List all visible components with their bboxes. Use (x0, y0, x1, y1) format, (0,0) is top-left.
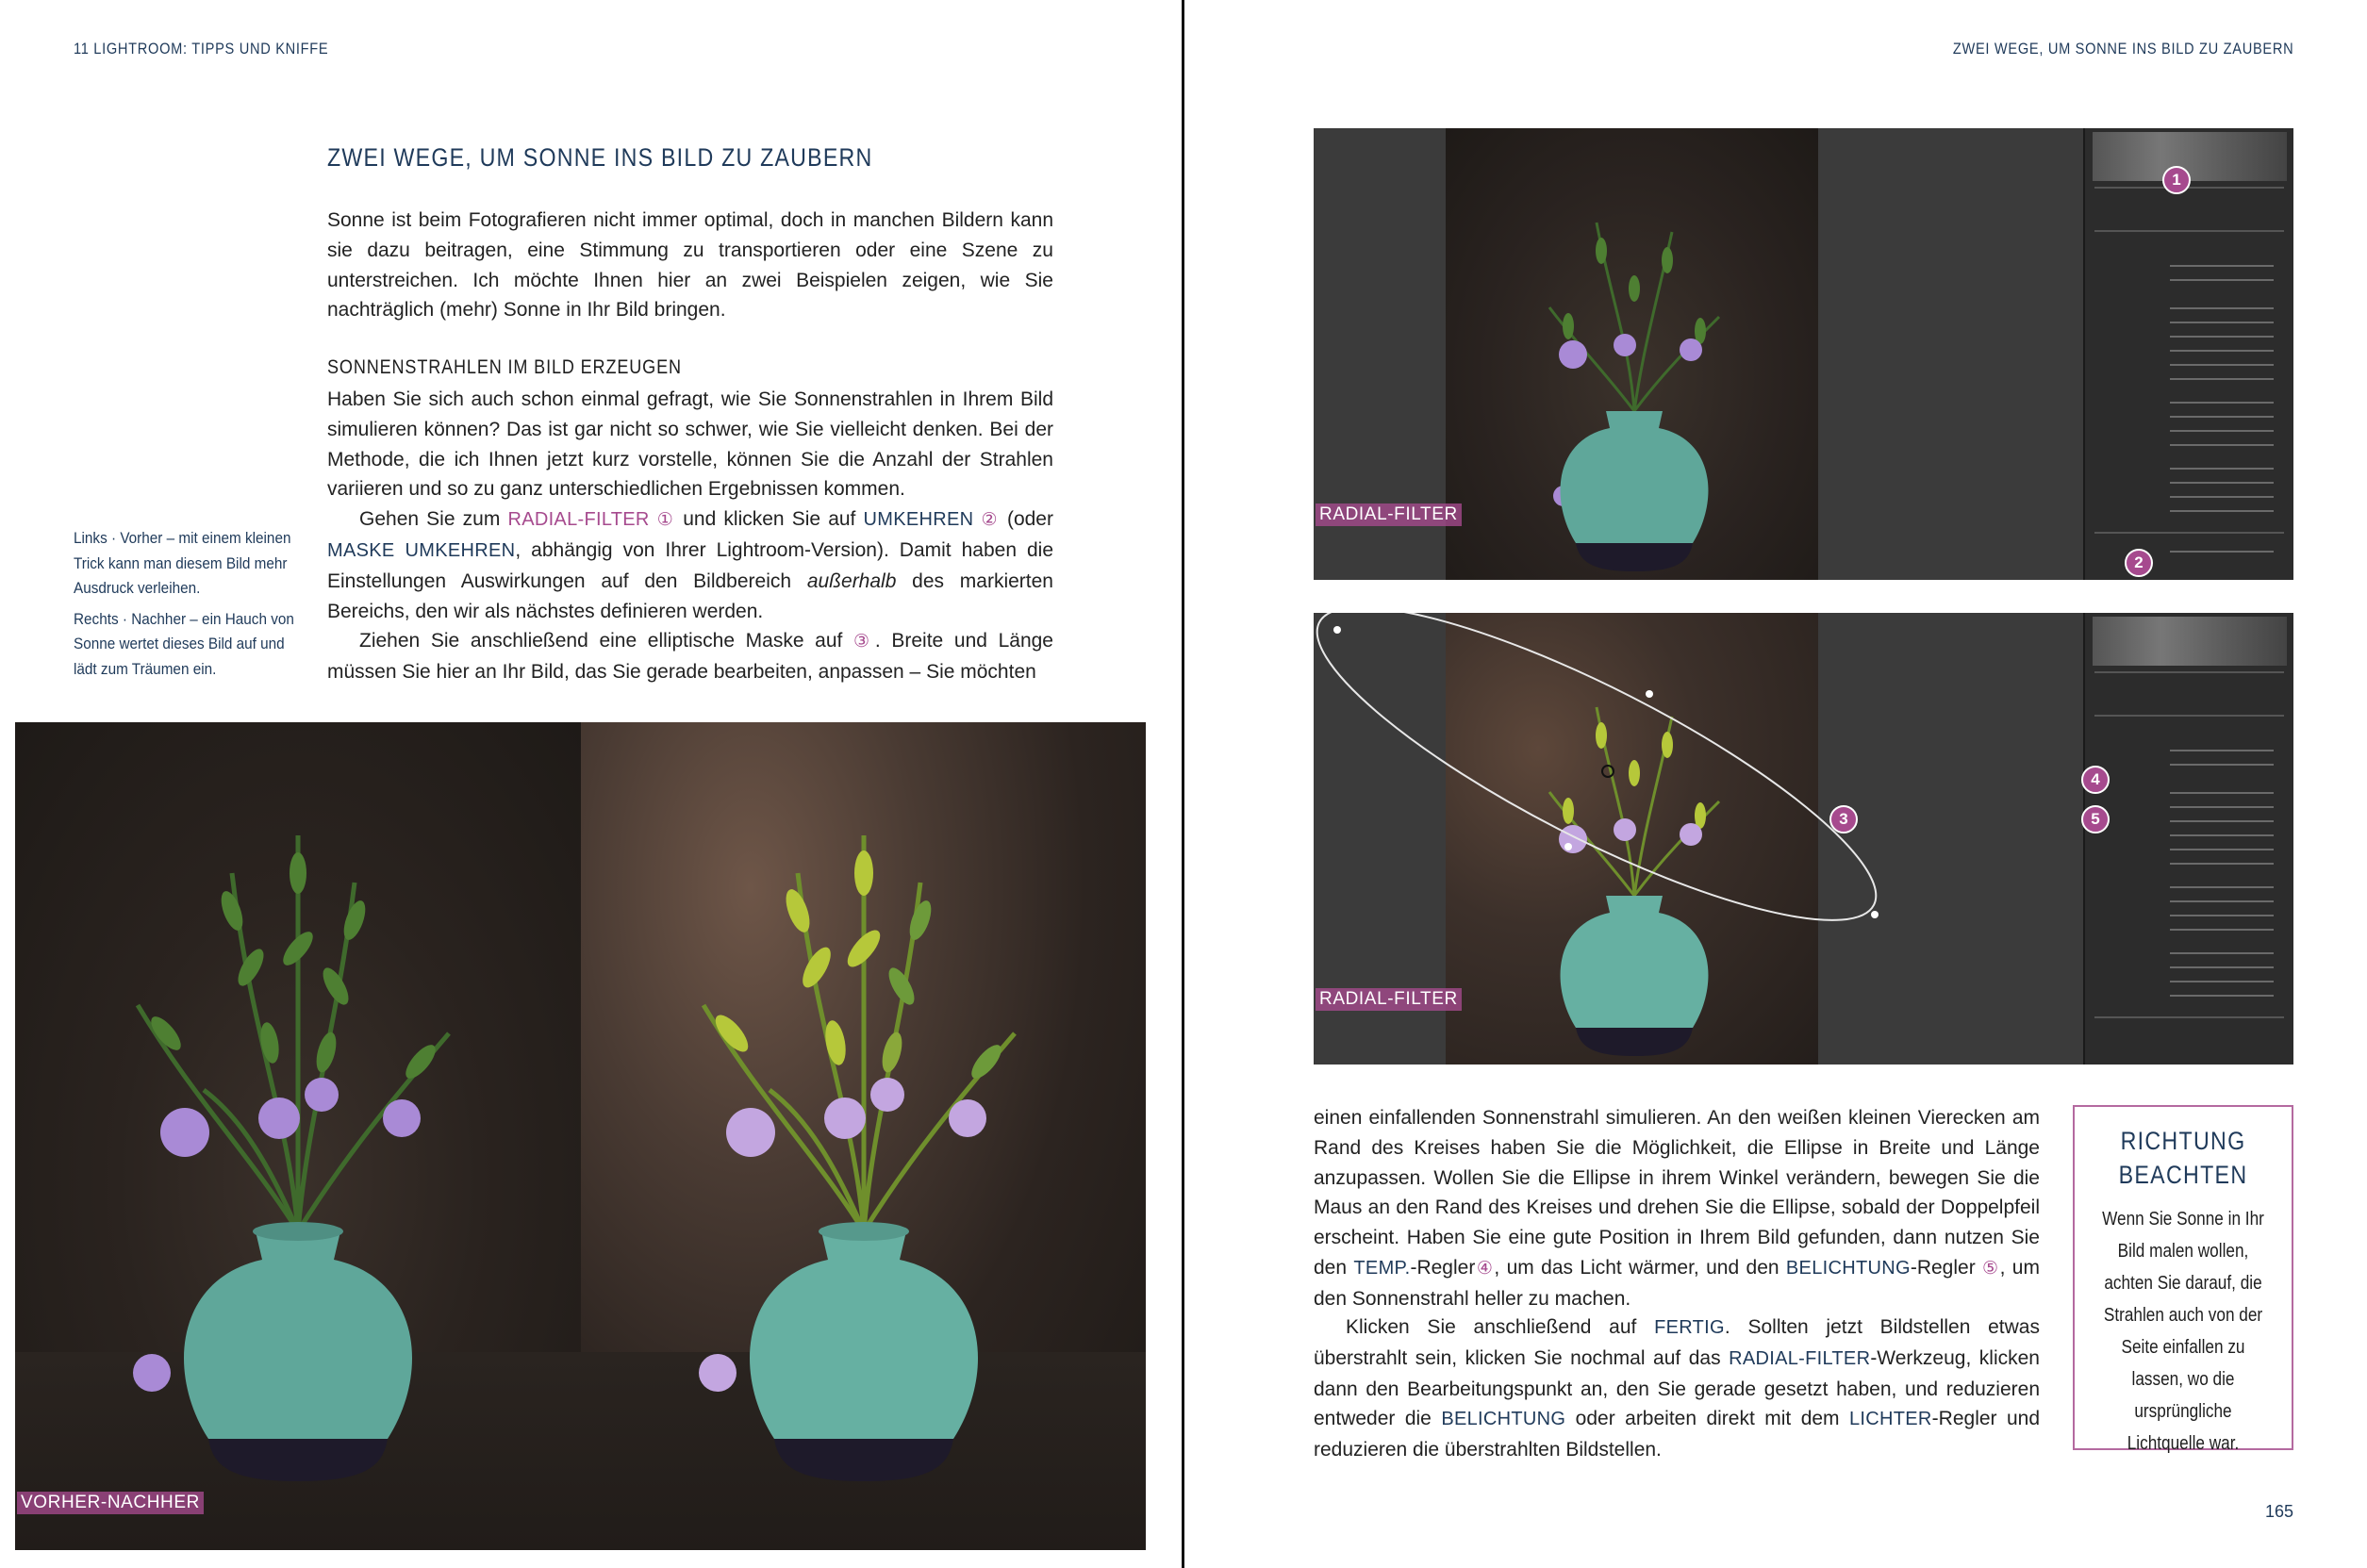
text-run: oder arbeiten direkt mit dem (1565, 1408, 1849, 1430)
whites-slider[interactable] (2170, 364, 2274, 366)
highlights-slider[interactable] (2170, 336, 2274, 338)
shadows-slider[interactable] (2170, 350, 2274, 352)
exposure-slider[interactable] (2170, 307, 2274, 309)
panel-divider (2094, 230, 2284, 232)
text-run: des markierten Bereichs, den wir als nächstes definieren werden. (327, 569, 1053, 622)
contrast-slider[interactable] (2170, 322, 2274, 323)
panel-divider (2094, 1016, 2284, 1018)
highlights-slider[interactable] (2170, 820, 2274, 822)
texture-slider[interactable] (2170, 402, 2274, 404)
noise-slider[interactable] (2170, 482, 2274, 484)
panel-divider (2094, 671, 2284, 673)
ref-number-5: ⑤ (1982, 1258, 2000, 1279)
saturation-slider[interactable] (2170, 929, 2274, 931)
keyword-radial-filter: RADIAL-FILTER (1729, 1347, 1871, 1369)
body-text-left (327, 385, 1053, 687)
after-photo (581, 722, 1146, 1550)
keyword-fertig: FERTIG (1654, 1317, 1725, 1338)
keyword-belichtung: BELICHTUNG (1441, 1409, 1566, 1430)
text-run: , abhängig von Ihrer Lightroom-Version). Damit haben die Einstellungen Auswirkungen auf den Bildbereich (327, 538, 1053, 592)
tint-slider[interactable] (2170, 279, 2274, 281)
texture-slider[interactable] (2170, 886, 2274, 888)
text-run: -Regler (1910, 1256, 1983, 1279)
sharpness-slider[interactable] (2170, 468, 2274, 470)
panel-divider (2094, 532, 2284, 534)
histogram (2093, 132, 2287, 181)
panel-divider (2094, 187, 2284, 189)
photo-caption (74, 526, 300, 687)
paragraph-5 (1314, 1312, 2040, 1465)
text-run: Klicken Sie anschließend auf (1346, 1316, 1655, 1338)
defringe-slider[interactable] (2170, 510, 2274, 512)
running-head-right: ZWEI WEGE, UM SONNE INS BILD ZU ZAUBERN (1952, 40, 2293, 58)
histogram (2093, 617, 2287, 666)
text-run: (oder (999, 508, 1053, 531)
keyword-lichter: LICHTER (1849, 1409, 1932, 1430)
dehaze-slider[interactable] (2170, 915, 2274, 916)
lightroom-screenshot-2 (1314, 613, 2293, 1065)
book-spine (1182, 0, 1184, 1568)
keyword-maske-umkehren: MASKE UMKEHREN (327, 539, 516, 561)
ellipse-handle (1871, 911, 1879, 918)
temp-slider[interactable] (2170, 265, 2274, 267)
body-text-right-1 (1314, 1103, 2040, 1314)
ellipse-handle (1564, 843, 1572, 850)
text-run: -Regler und reduzieren die überstrahlten Bildstellen. (1314, 1408, 2041, 1461)
tip-title: RICHTUNG BEACHTEN (2118, 1127, 2248, 1189)
text-run: , um das Licht wärmer, und den (1494, 1256, 1786, 1279)
keyword-umkehren: UMKEHREN (863, 509, 974, 531)
ref-number-4: ④ (1475, 1258, 1495, 1279)
text-run: -Regler (1410, 1256, 1476, 1279)
moire-slider[interactable] (2170, 496, 2274, 498)
ellipse-handle (1646, 690, 1653, 698)
running-head-left: 11 LIGHTROOM: TIPPS UND KNIFFE (74, 40, 329, 58)
dehaze-slider[interactable] (2170, 430, 2274, 432)
blacks-slider[interactable] (2170, 378, 2274, 380)
sharpness-slider[interactable] (2170, 952, 2274, 954)
whites-slider[interactable] (2170, 849, 2274, 850)
contrast-slider[interactable] (2170, 806, 2274, 808)
before-photo (15, 722, 581, 1550)
keyword-belichtung: BELICHTUNG (1785, 1257, 1911, 1279)
screenshot-label-radial-filter-2: RADIAL-FILTER (1316, 988, 1462, 1011)
vase (750, 1222, 978, 1481)
text-run: einen einfallenden Sonnenstrahl simulieren. An den weißen kleinen Vierecken am Rand des Kreises haben Sie die Möglichkeit, die Ellipse in Breite und Länge anzupassen. Wollen Sie die Ellipse in ihrem Winkel verändern, bewegen Sie die Maus an den Rand des Kreises und drehen Sie die Ellipse, sobald der Doppelpfeil erscheint. Haben Sie eine gute Position in Ihrem Bild gefunden, dann nutzen Sie den (1314, 1107, 2040, 1279)
lightroom-screenshot-1 (1314, 128, 2293, 580)
defringe-slider[interactable] (2170, 995, 2274, 997)
section-title: ZWEI WEGE, UM SONNE INS BILD ZU ZAUBERN (327, 143, 873, 172)
noise-slider[interactable] (2170, 966, 2274, 968)
moire-slider[interactable] (2170, 981, 2274, 982)
text-run: und klicken Sie auf (675, 508, 864, 531)
text-run: -Werkzeug, klicken dann den Bearbeitungspunkt an, den Sie gerade gesetzt haben, und reduzieren entweder die (1314, 1346, 2040, 1430)
paragraph-3 (327, 626, 1053, 687)
paragraph-4 (1314, 1103, 2040, 1314)
vase-thumbnail (1446, 128, 1818, 580)
ref-number-3: ③ (853, 632, 875, 652)
temp-slider[interactable] (2170, 750, 2274, 751)
caption-before: Links · Vorher – mit einem kleinen Trick kann man diesem Bild mehr Ausdruck verleihen. (74, 529, 291, 597)
paragraph-1: Haben Sie sich auch schon einmal gefragt, wie Sie Sonnenstrahlen in Ihrem Bild simulieren können? Das ist gar nicht so schwer, wie Sie vielleicht denken. Bei der Methode, die ich Ihnen jetzt kurz vorstelle, können Sie die Anzahl der Strahlen variieren und so zu ganz unterschiedlichen Ergebnissen kommen. (327, 388, 1053, 501)
stems (138, 835, 449, 1231)
stems (703, 835, 1015, 1231)
vase (184, 1222, 412, 1481)
keyword-radial-filter: RADIAL-FILTER (507, 509, 650, 531)
leaves (146, 852, 440, 1083)
text-run: Ziehen Sie anschließend eine elliptische Maske auf (359, 630, 854, 652)
paragraph-2 (327, 504, 1053, 626)
develop-panel (2083, 128, 2293, 580)
ref-number-2: ② (981, 510, 1000, 531)
vase-illustration-after (581, 722, 1146, 1550)
keyword-temp: TEMP. (1353, 1257, 1411, 1279)
text-run: , um den Sonnenstrahl heller zu machen. (1314, 1256, 2040, 1310)
leaves (710, 850, 1006, 1083)
photo-label-vorher-nachher: VORHER-NACHHER (17, 1492, 204, 1514)
ellipse-handle (1333, 626, 1341, 634)
text-run: . Sollten jetzt Bildstellen etwas überstrahlt sein, klicken Sie nochmal auf das (1314, 1316, 2040, 1369)
tip-text: Wenn Sie Sonne in Ihr Bild malen wollen, achten Sie darauf, die Strahlen auch von der Seite einfallen zu lassen, wo die ursprüngliche Lichtquelle war. (2102, 1209, 2264, 1454)
tip-box (2073, 1105, 2293, 1454)
feather-slider[interactable] (2170, 551, 2274, 553)
page-number: 165 (2264, 1502, 2293, 1521)
tint-slider[interactable] (2170, 764, 2274, 766)
vase-illustration-before (15, 722, 581, 1550)
subheading: SONNENSTRAHLEN IM BILD ERZEUGEN (327, 356, 682, 378)
callout-badge-3: 3 (1829, 805, 1858, 834)
text-run: Gehen Sie zum (359, 508, 508, 531)
text-run: . Breite und Länge müssen Sie hier an Ihr Bild, das Sie gerade bearbeiten, anpassen – Sie möchten (327, 630, 1053, 684)
clarity-slider[interactable] (2170, 900, 2274, 902)
callout-badge-1: 1 (2162, 166, 2191, 194)
saturation-slider[interactable] (2170, 444, 2274, 446)
screenshot-photo (1446, 128, 1818, 580)
callout-badge-4: 4 (2081, 766, 2110, 794)
callout-badge-5: 5 (2081, 805, 2110, 834)
develop-panel (2083, 613, 2293, 1065)
before-after-photo (15, 722, 1146, 1550)
clarity-slider[interactable] (2170, 416, 2274, 418)
blacks-slider[interactable] (2170, 863, 2274, 865)
exposure-slider[interactable] (2170, 792, 2274, 794)
shadows-slider[interactable] (2170, 834, 2274, 836)
caption-after: Rechts · Nachher – ein Hauch von Sonne wertet dieses Bild auf und lädt zum Träumen ein. (74, 609, 294, 678)
screenshot-label-radial-filter-1: RADIAL-FILTER (1316, 503, 1462, 526)
body-text-right-2 (1314, 1312, 2040, 1465)
edit-pin (1602, 766, 1614, 777)
ref-number-1: ① (656, 510, 676, 531)
emphasis: außerhalb (806, 569, 897, 592)
callout-badge-2: 2 (2125, 549, 2153, 577)
intro-paragraph: Sonne ist beim Fotografieren nicht immer optimal, doch in manchen Bildern kann sie dazu beitragen, eine Stimmung zu transportieren oder eine Szene zu unterstreichen. Ich möchte Ihnen hier an zwei Beispielen zeigen, wie Sie nachträglich (mehr) Sonne in Ihr Bild bringen. (327, 209, 1053, 322)
panel-divider (2094, 715, 2284, 717)
